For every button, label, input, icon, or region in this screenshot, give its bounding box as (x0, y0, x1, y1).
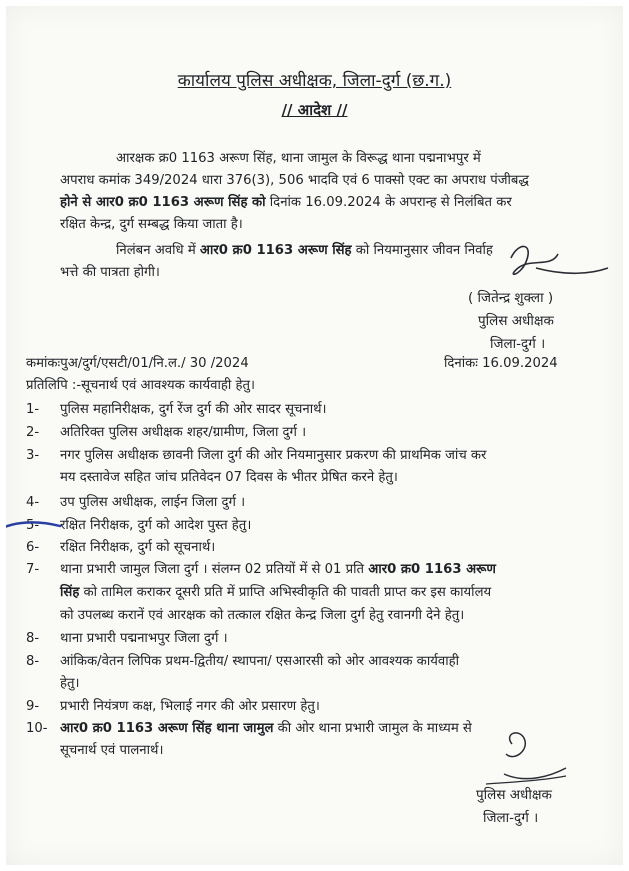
list-item: 8- आंकिक/वेतन लिपिक प्रथम-द्वितीय/ स्थापना/ एसआरसी को ओर आवश्यक कार्यवाही (26, 654, 460, 669)
copy-intro: प्रतिलिपि :-सूचनार्थ एवं आवश्यक कार्यवाही हेतु। (26, 378, 256, 393)
list-item-continued: मय दस्तावेज सहित जांच प्रतिवेदन 07 दिवस के भीतर प्रेषित करने हेतु। (60, 470, 398, 485)
para2-bold-text: आर0 क्र0 1163 अरूण सिंह (199, 243, 352, 258)
list-item-continued: को उपलब्ध करानें एवं आरक्षक को तत्काल रक्षित केन्द्र जिला दुर्ग हेतु रवानगी देने हेतु। (60, 608, 465, 623)
para2-line2: भत्ते की पात्रता होगी। (60, 265, 160, 280)
list-item-continued: सूचनार्थ एवं पालनार्थ। (60, 743, 164, 758)
signatory-name: ( जितेन्द्र शुक्ला ) (468, 290, 554, 306)
para1-line3-rest: दिनांक 16.09.2024 के अपरान्ह से निलंबित कर (265, 195, 512, 210)
para1-line1: आरक्षक क्र0 1163 अरूण सिंह, थाना जामुल के विरूद्ध थाना पद्मनाभपुर में (116, 151, 481, 166)
handwritten-signature-2 (504, 733, 566, 779)
list-item: 8- थाना प्रभारी पद्मनाभपुर जिला दुर्ग । (26, 631, 228, 646)
signature-underline (486, 776, 566, 784)
reference-number: कमांकःपुअ/दुर्ग/एसटी/01/नि.ल./ 30 /2024 (26, 356, 249, 371)
list-item: 4- उप पुलिस अधीक्षक, लाईन जिला दुर्ग । (26, 495, 246, 510)
para2-post: को नियमानुसार जीवन निर्वाह (351, 243, 493, 258)
para1-line4: रक्षित केन्द्र, दुर्ग सम्बद्ध किया जाता है। (60, 217, 243, 232)
list-item-continued: हेतु। (60, 676, 80, 691)
handwritten-signature-1 (511, 246, 608, 274)
list-item: 5- रक्षित निरीक्षक, दुर्ग को आदेश पुस्त हेतु। (26, 518, 252, 533)
signatory-designation: पुलिस अधीक्षक (478, 313, 554, 329)
signatory2-district: जिला-दुर्ग । (483, 810, 539, 826)
list-item-continued: सिंह को तामिल कराकर दूसरी प्रति में प्राप्ति अभिस्वीकृति की पावती प्राप्त कर इस कार्यालय (60, 585, 492, 600)
order-heading: // आदेश // (281, 101, 348, 119)
list-item: 6- रक्षित निरीक्षक, दुर्ग को सूचनार्थ। (26, 540, 216, 555)
list-item: 3- नगर पुलिस अधीक्षक छावनी जिला दुर्ग की ओर नियमानुसार प्रकरण की प्राथमिक जांच कर (26, 448, 487, 463)
reference-date: दिनांकः 16.09.2024 (444, 356, 558, 371)
signatory-district: जिला-दुर्ग । (490, 336, 546, 352)
list-item: 7- थाना प्रभारी जामुल जिला दुर्ग । संलग्न 02 प्रतियों में से 01 प्रति आर0 क्र0 1163 अरूण (26, 562, 496, 577)
para1-line2: अपराध कमांक 349/2024 धारा 376(3), 506 भादवि एवं 6 पाक्सो एक्ट का अपराध पंजीबद्ध (60, 173, 529, 188)
para1-bold-text: होने से आर0 क्र0 1163 अरूण सिंह को (60, 195, 266, 210)
list-item: 9- प्रभारी नियंत्रण कक्ष, भिलाई नगर की ओर प्रसारण हेतु। (26, 699, 320, 714)
office-heading: कार्यालय पुलिस अधीक्षक, जिला-दुर्ग (छ.ग.) (177, 71, 452, 91)
list-item: 10- आर0 क्र0 1163 अरूण सिंह थाना जामुल की ओर थाना प्रभारी जामुल के माध्यम से (26, 721, 472, 736)
list-item: 2- अतिरिक्त पुलिस अधीक्षक शहर/ग्रामीण, जिला दुर्ग । (26, 425, 307, 440)
signatory2-designation: पुलिस अधीक्षक (476, 787, 552, 803)
document-page (6, 6, 623, 865)
blue-pen-stroke (6, 522, 60, 528)
para2-pre: निलंबन अवधि में (116, 243, 200, 258)
handwritten-marks (6, 6, 623, 865)
list-item: 1- पुलिस महानिरीक्षक, दुर्ग रेंज दुर्ग की ओर सादर सूचनार्थ। (26, 402, 327, 417)
